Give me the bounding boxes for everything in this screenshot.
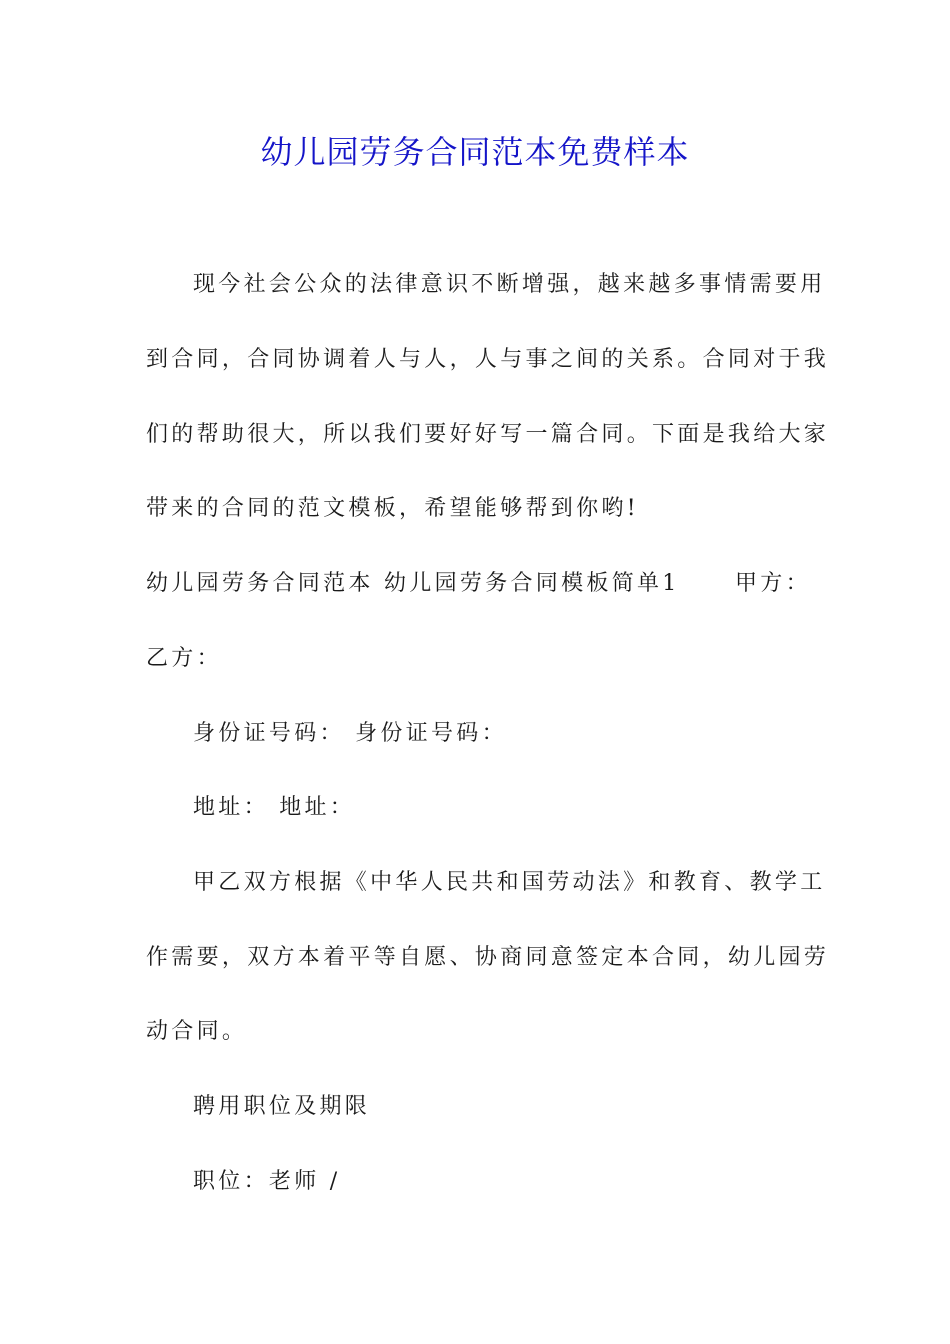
- position-line: 职位：老师 /: [193, 1169, 341, 1194]
- paragraph-line: 甲乙双方根据《中华人民共和国劳动法》和教育、教学工: [193, 870, 826, 895]
- party-a-label: 甲方：: [735, 571, 811, 596]
- paragraph-line: 带来的合同的范文模板，希望能够帮到你哟!: [146, 496, 639, 521]
- paragraph-line: 们的帮助很大，所以我们要好好写一篇合同。下面是我给大家: [146, 422, 830, 447]
- paragraph-line: 动合同。: [146, 1019, 248, 1044]
- paragraph-line: 现今社会公众的法律意识不断增强，越来越多事情需要用: [193, 272, 826, 297]
- paragraph-line: 到合同，合同协调着人与人，人与事之间的关系。合同对于我: [146, 347, 830, 372]
- id-number-line: 身份证号码： 身份证号码：: [193, 721, 507, 746]
- address-line: 地址： 地址：: [193, 795, 356, 820]
- document-title: 幼儿园劳务合同范本免费样本: [260, 133, 690, 171]
- section-heading: 聘用职位及期限: [193, 1094, 371, 1119]
- party-b-label: 乙方：: [146, 646, 222, 671]
- contract-heading-line: [146, 569, 806, 599]
- contract-heading: 幼儿园劳务合同范本 幼儿园劳务合同模板简单1: [146, 571, 680, 596]
- paragraph-line: 作需要，双方本着平等自愿、协商同意签定本合同，幼儿园劳: [146, 945, 830, 970]
